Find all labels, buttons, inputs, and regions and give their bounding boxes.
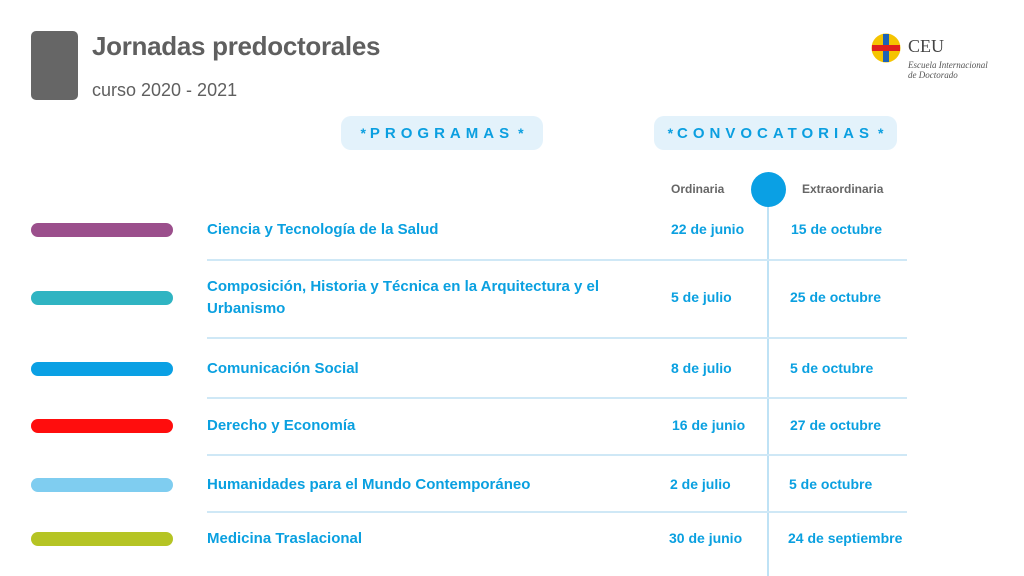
header-accent-block (31, 31, 78, 100)
convocatorias-label: CONVOCATORIAS (677, 124, 874, 142)
row-separator (207, 397, 907, 399)
program-name: Derecho y Economía (207, 417, 356, 434)
date-extraordinaria: 5 de octubre (789, 476, 873, 492)
date-ordinaria: 22 de junio (671, 221, 745, 237)
logo-subtitle (908, 60, 988, 80)
column-header-ordinaria: Ordinaria (671, 182, 725, 196)
program-color-bar (31, 223, 173, 237)
programas-label: PROGRAMAS (369, 124, 515, 142)
page-title: Jornadas predoctorales (92, 31, 381, 61)
program-color-bar (31, 362, 173, 376)
ceu-cross-icon (871, 33, 901, 63)
program-name: Comunicación Social (207, 360, 359, 377)
date-ordinaria: 30 de junio (669, 530, 743, 546)
star-icon: * (518, 125, 524, 141)
row-separator (207, 337, 907, 339)
date-ordinaria: 5 de julio (671, 289, 732, 305)
row-separator (207, 511, 907, 513)
date-ordinaria: 8 de julio (671, 360, 732, 376)
star-icon: * (877, 125, 884, 141)
convocatorias-heading (654, 116, 897, 150)
date-extraordinaria: 24 de septiembre (788, 530, 903, 546)
ceu-logo (871, 33, 1011, 83)
star-icon: * (360, 125, 366, 141)
program-name: Composición, Historia y Técnica en la Arquitectura y el Urbanismo (207, 278, 600, 317)
date-extraordinaria: 5 de octubre (790, 360, 874, 376)
date-extraordinaria: 15 de octubre (791, 221, 883, 237)
date-ordinaria: 16 de junio (672, 417, 746, 433)
star-icon: * (667, 125, 674, 141)
page-subtitle: curso 2020 - 2021 (92, 80, 238, 100)
program-name: Humanidades para el Mundo Contemporáneo (207, 476, 531, 493)
logo-subtitle-line-1: Escuela Internacional (908, 60, 988, 70)
date-ordinaria: 2 de julio (670, 476, 731, 492)
program-color-bar (31, 478, 173, 492)
program-color-bar (31, 419, 173, 433)
column-header-extraordinaria: Extraordinaria (802, 182, 884, 196)
date-extraordinaria: 25 de octubre (790, 289, 882, 305)
timeline-dot (751, 172, 786, 207)
program-name: Ciencia y Tecnología de la Salud (207, 221, 439, 238)
program-color-bar (31, 291, 173, 305)
logo-subtitle-line-2: de Doctorado (908, 70, 958, 80)
logo-name: CEU (908, 36, 944, 56)
row-separator (207, 454, 907, 456)
program-color-bar (31, 532, 173, 546)
row-separator (207, 259, 907, 261)
program-name: Medicina Traslacional (207, 530, 363, 547)
programas-heading (341, 116, 543, 150)
date-extraordinaria: 27 de octubre (790, 417, 882, 433)
timeline-line (767, 190, 769, 576)
